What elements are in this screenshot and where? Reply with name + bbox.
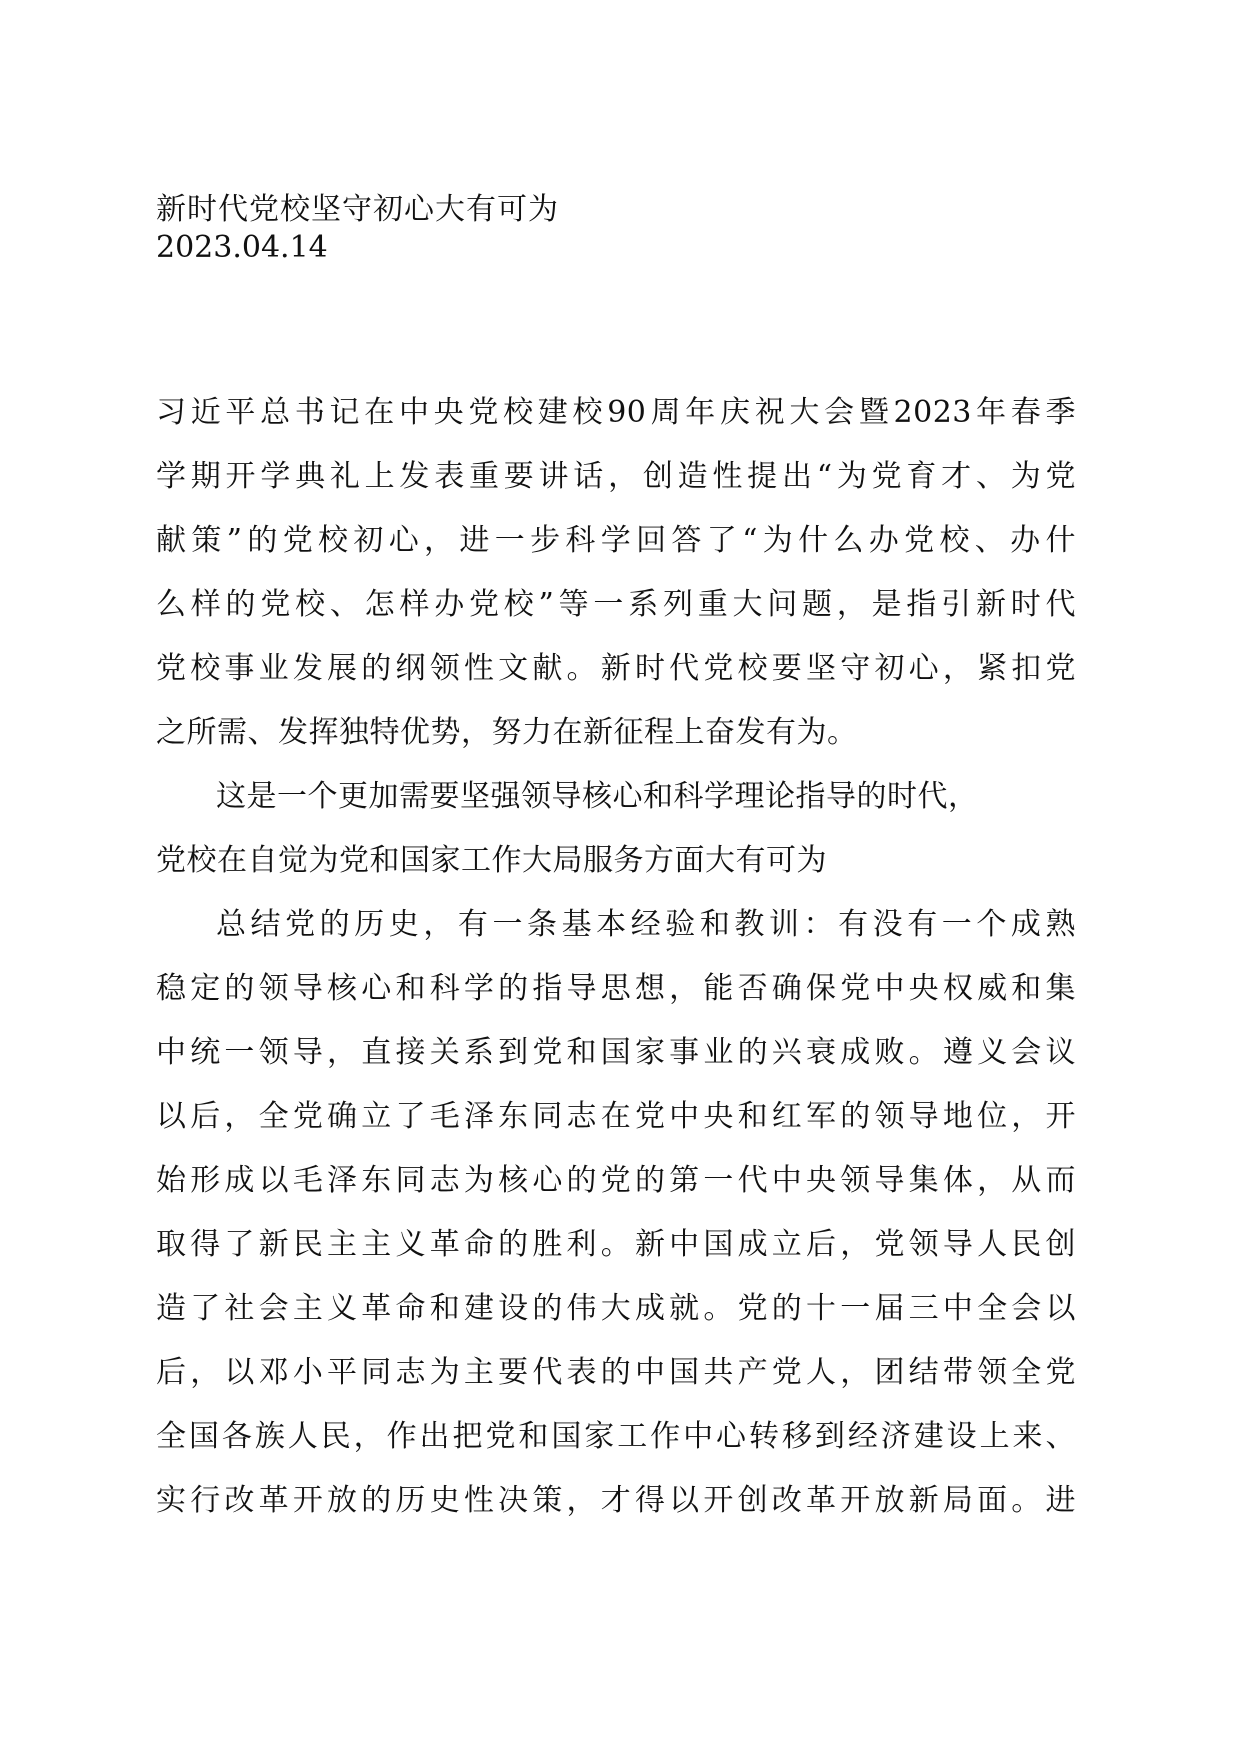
paragraph-3-line-6: 取得了新民主主义革命的胜利。新中国成立后，党领导人民创 [156,1227,1076,1262]
paragraph-1-line-4: 么样的党校、怎样办党校”等一系列重大问题，是指引新时代 [156,587,1076,622]
paragraph-1-line-2: 学期开学典礼上发表重要讲话，创造性提出“为党育才、为党 [156,459,1076,494]
paragraph-1-line-6: 之所需、发挥独特优势，努力在新征程上奋发有为。 [156,715,858,750]
paragraph-3-line-4: 以后，全党确立了毛泽东同志在党中央和红军的领导地位，开 [156,1099,1076,1134]
paragraph-3-line-2: 稳定的领导核心和科学的指导思想，能否确保党中央权威和集 [156,971,1076,1006]
paragraph-3-line-10: 实行改革开放的历史性决策，才得以开创改革开放新局面。进 [156,1483,1076,1518]
document-date: 2023.04.14 [156,230,328,265]
section-heading-line-2: 党校在自觉为党和国家工作大局服务方面大有可为 [156,843,827,878]
document-title: 新时代党校坚守初心大有可为 [156,192,559,227]
paragraph-3-line-1: 总结党的历史，有一条基本经验和教训：有没有一个成熟 [216,907,1076,942]
paragraph-3-line-3: 中统一领导，直接关系到党和国家事业的兴衰成败。遵义会议 [156,1035,1076,1070]
paragraph-3-line-5: 始形成以毛泽东同志为核心的党的第一代中央领导集体，从而 [156,1163,1076,1198]
section-heading-line-1: 这是一个更加需要坚强领导核心和科学理论指导的时代， [216,779,979,814]
document-body [156,381,1076,1533]
paragraph-3-line-7: 造了社会主义革命和建设的伟大成就。党的十一届三中全会以 [156,1291,1076,1326]
paragraph-1-line-3: 献策”的党校初心，进一步科学回答了“为什么办党校、办什 [156,523,1076,558]
paragraph-3-line-9: 全国各族人民，作出把党和国家工作中心转移到经济建设上来、 [156,1419,1076,1454]
paragraph-1-line-5: 党校事业发展的纲领性文献。新时代党校要坚守初心，紧扣党 [156,651,1076,686]
paragraph-3-line-8: 后，以邓小平同志为主要代表的中国共产党人，团结带领全党 [156,1355,1076,1390]
paragraph-1-line-1: 习近平总书记在中央党校建校90周年庆祝大会暨2023年春季 [156,395,1076,430]
